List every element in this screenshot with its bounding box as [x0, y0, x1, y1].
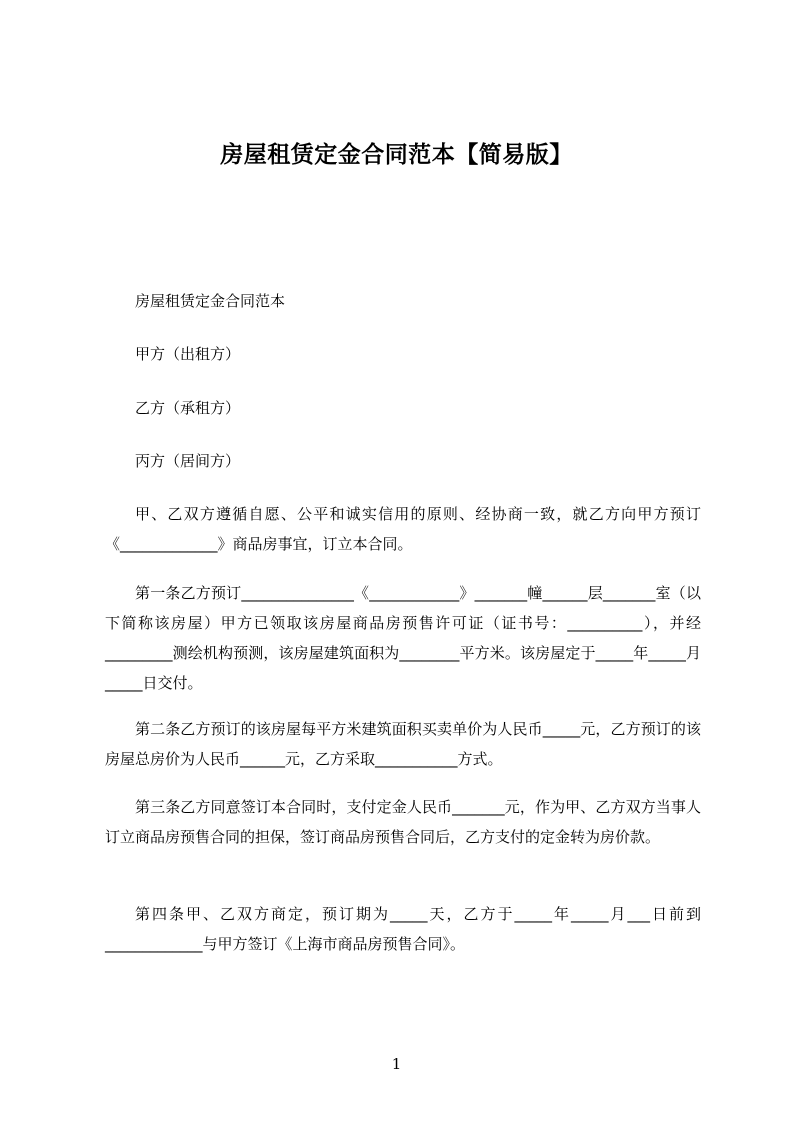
- document-title: 房屋租赁定金合同范本【简易版】: [220, 142, 573, 168]
- party-a-label: 甲方（出租方）: [135, 345, 241, 363]
- party-c-label: 丙方（居间方）: [135, 452, 241, 470]
- article-2-paragraph: 第二条乙方预订的该房屋每平方米建筑面积买卖单价为人民币_____元，乙方预订的该房屋总房价为人民币______元，乙方采取___________方式。: [105, 720, 701, 768]
- document-subtitle: 房屋租赁定金合同范本: [135, 292, 286, 310]
- article-1-paragraph: 第一条乙方预订_______________《____________》_______幢______层_______室（以下简称该房屋）甲方已领取该房屋商品房预售许可证（证书号：__________），并经_________测绘机构预测，该房屋建筑面积为________平方米。该房屋定于_____年_____月_____日交付。: [105, 584, 701, 692]
- article-4-paragraph: 第四条甲、乙双方商定，预订期为_____天，乙方于_____年_____月___日前到_____________与甲方签订《上海市商品房预售合同》。: [105, 905, 701, 953]
- intro-paragraph: 甲、乙双方遵循自愿、公平和诚实信用的原则、经协商一致，就乙方向甲方预订《_____________》商品房事宜，订立本合同。: [105, 505, 701, 553]
- article-3-paragraph: 第三条乙方同意签订本合同时，支付定金人民币_______元，作为甲、乙方双方当事人订立商品房预售合同的担保，签订商品房预售合同后，乙方支付的定金转为房价款。: [105, 798, 701, 846]
- page-number: 1: [391, 1055, 402, 1073]
- party-b-label: 乙方（承租方）: [135, 399, 241, 417]
